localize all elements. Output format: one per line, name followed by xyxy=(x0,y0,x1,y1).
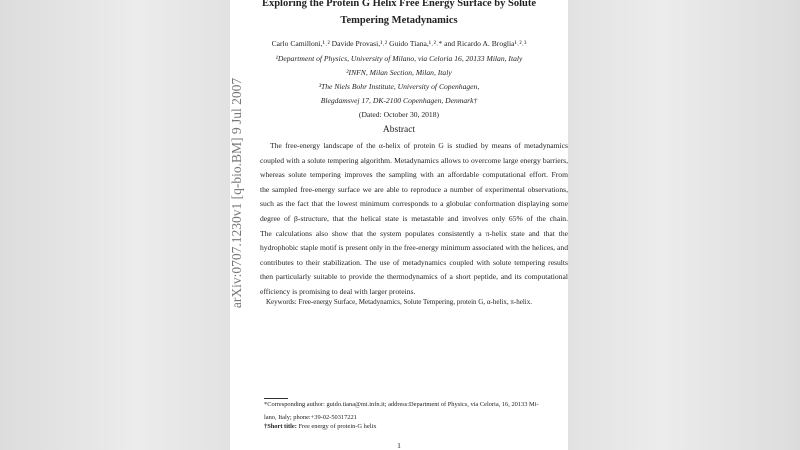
abstract-line: coupled with a solute tempering algorithm. Metadynamics allows to overcome large energy barriers, xyxy=(260,155,568,165)
short-title: Free energy of protein-G helix xyxy=(298,423,377,430)
arxiv-stamp: arXiv:0707.1230v1 [q-bio.BM] 9 Jul 2007 xyxy=(229,77,244,309)
background-left xyxy=(0,0,230,450)
background-right xyxy=(568,0,800,450)
paper-page xyxy=(230,0,568,450)
abstract-line: degree of β-structure, that the helical state is metastable and involves only 65% of the chain. xyxy=(260,214,568,223)
abstract-line: such as the fact that the lowest minimum corresponds to a globular conformation displaying some xyxy=(260,199,568,209)
abstract-line: contributes to their stabilization. The use of metadynamics coupled with solute tempering results xyxy=(260,257,568,267)
abstract-line: The calculations also show that the system populates consistently a π-helix state and that the xyxy=(260,228,568,238)
footnote-short-title xyxy=(264,423,376,430)
abstract-line: then particularly suitable to provide the thermodynamics of a short peptide, and its computational xyxy=(260,272,568,282)
authors: Carlo Camilloni,¹˒² Davide Provasi,¹˒² Guido Tiana,¹˒²˒* and Ricardo A. Broglia¹˒²˒³ xyxy=(271,39,527,48)
abstract-line: whereas solute tempering improves the sampling with an affordable computational effort. From xyxy=(260,170,568,180)
abstract-line: The free-energy landscape of the α-helix of protein G is studied by means of metadynamics xyxy=(270,141,568,150)
abstract-line: efficiency is promising to deal with larger proteins. xyxy=(260,287,416,296)
affiliation-3: ³The Niels Bohr Institute, University of Copenhagen, xyxy=(318,82,480,91)
title-line-1: Exploring the Protein G Helix Free Energy Surface by Solute xyxy=(261,0,537,9)
abstract-heading: Abstract xyxy=(382,125,416,135)
footnote-corresponding-cont: lano, Italy; phone:+39-02-50317221 xyxy=(264,414,357,421)
keywords: Keywords: Free-energy Surface, Metadynamics, Solute Tempering, protein G, α-helix, π-helix. xyxy=(266,298,532,306)
abstract-line: hydrophobic staple motif is present only in the free-energy minimum associated with the helices, and xyxy=(260,243,568,253)
dated: (Dated: October 30, 2018) xyxy=(358,110,440,119)
affiliation-1: ¹Department of Physics, University of Milano, via Celoria 16, 20133 Milan, Italy xyxy=(275,54,523,63)
title-line-2: Tempering Metadynamics xyxy=(340,15,458,26)
short-title-label: †Short title: xyxy=(264,423,297,430)
footnote-corresponding: *Corresponding author: guido.tiana@mi.infn.it; address:Department of Physics, via Celoria, 16, 20133 Mi- xyxy=(264,401,539,408)
affiliation-4: Blegdamsvej 17, DK-2100 Copenhagen, Denmark† xyxy=(320,96,478,105)
footnote-rule xyxy=(264,398,288,399)
affiliation-2: ²INFN, Milan Section, Milan, Italy xyxy=(346,68,452,77)
abstract-line: the sampled free-energy surface we are able to reproduce a number of experimental observations, xyxy=(260,184,568,194)
page-number: 1 xyxy=(397,441,401,450)
